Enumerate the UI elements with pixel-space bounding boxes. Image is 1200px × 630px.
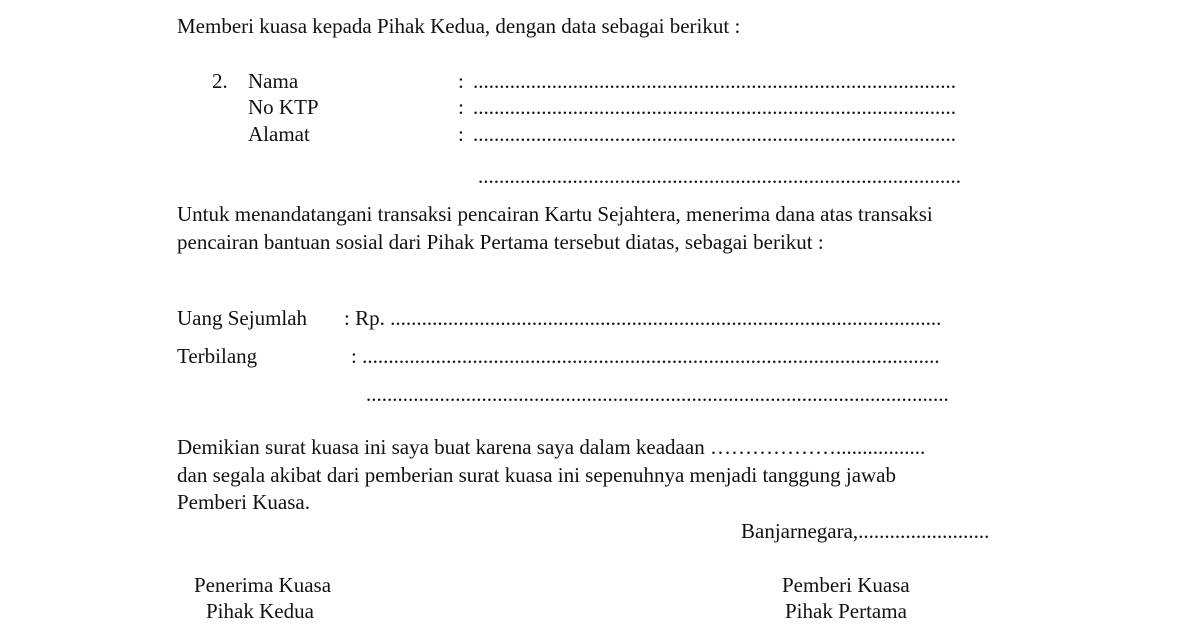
place-date: Banjarnegara,......................... [741, 519, 990, 543]
alamat-label: Alamat [248, 122, 310, 146]
party-number: 2. [212, 69, 228, 93]
signature-left-party: Pihak Kedua [206, 599, 314, 623]
closing-line-2: dan segala akibat dari pemberian surat kuasa ini sepenuhnya menjadi tanggung jawab [177, 463, 897, 487]
signature-right-party: Pihak Pertama [785, 599, 907, 623]
no-ktp-label: No KTP [248, 95, 319, 119]
purpose-line-1: Untuk menandatangani transaksi pencairan Kartu Sejahtera, menerima dana atas transaksi [177, 202, 933, 226]
no-ktp-colon: : [458, 95, 464, 119]
intro-text: Memberi kuasa kepada Pihak Kedua, dengan data sebagai berikut : [177, 14, 741, 38]
nama-colon: : [458, 69, 464, 93]
amount-label: Uang Sejumlah [177, 306, 308, 330]
purpose-line-2: pencairan bantuan sosial dari Pihak Pertama tersebut diatas, sebagai berikut : [177, 230, 824, 254]
signature-right-role: Pemberi Kuasa [782, 573, 910, 597]
closing-line-1: Demikian surat kuasa ini saya buat karena saya dalam keadaan ………………................. [177, 435, 926, 459]
nama-dots: ............................................................................................ [473, 69, 956, 93]
amount-value: : Rp. ......................................................................................................... [344, 306, 942, 330]
words-label: Terbilang [177, 344, 258, 368]
closing-line-3: Pemberi Kuasa. [177, 490, 310, 514]
words-value: : .............................................................................................................. [351, 344, 940, 368]
signature-left-role: Penerima Kuasa [194, 573, 332, 597]
alamat-colon: : [458, 122, 464, 146]
nama-label: Nama [248, 69, 299, 93]
alamat-continuation-dots: ............................................................................................ [478, 164, 961, 188]
words-continuation-dots: ............................................................................................................... [366, 382, 949, 406]
alamat-dots: ............................................................................................ [473, 122, 956, 146]
no-ktp-dots: ............................................................................................ [473, 95, 956, 119]
